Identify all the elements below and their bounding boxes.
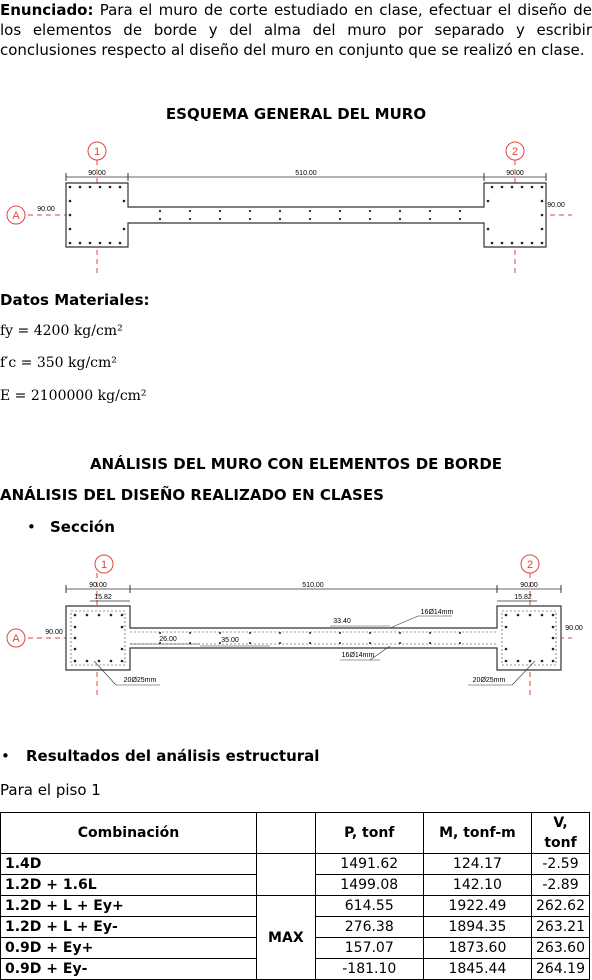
header-combinacion: Combinación (1, 813, 257, 854)
table-row (1, 854, 590, 875)
p-cell: 1499.08 (315, 875, 423, 896)
bar-right-label: 20Ø25mm (472, 677, 506, 684)
results-table (0, 812, 590, 980)
wall-schematic-diagram (0, 135, 592, 280)
axis-1-label: 1 (100, 559, 108, 571)
fy-value: fy = 4200 kg/cm² (0, 323, 123, 339)
p-cell: 157.07 (315, 938, 423, 959)
p-cell: -181.10 (315, 959, 423, 980)
comb-cell: 0.9D + Ey+ (1, 938, 257, 959)
dim-right: 90.00 (520, 582, 538, 589)
m-cell: 142.10 (423, 875, 531, 896)
bullet-icon: • (1, 747, 10, 765)
height-right: 90.00 (565, 625, 583, 632)
wall-section-diagram (0, 548, 592, 703)
sub-right: 15.82 (514, 594, 532, 601)
dim-left: 90.00 (88, 170, 106, 177)
comb-cell: 1.2D + L + Ey- (1, 917, 257, 938)
comb-cell: 0.9D + Ey- (1, 959, 257, 980)
v-cell: -2.89 (532, 875, 590, 896)
v-cell: 264.19 (532, 959, 590, 980)
sub-left: 15.82 (94, 594, 112, 601)
m-cell: 1922.49 (423, 896, 531, 917)
dim-left: 90.00 (89, 582, 107, 589)
axis-1-label: 1 (93, 146, 101, 158)
dim-height-right: 90.00 (547, 202, 565, 209)
enunciado-label: Enunciado: (0, 1, 94, 19)
header-blank (256, 813, 315, 854)
seccion-label: Sección (50, 518, 115, 536)
v-cell: -2.59 (532, 854, 590, 875)
axis-2-label: 2 (511, 146, 519, 158)
p-cell: 614.55 (315, 896, 423, 917)
max-cell: MAX (256, 896, 315, 980)
bullet-icon: • (27, 518, 36, 536)
analisis-title: ANÁLISIS DEL MURO CON ELEMENTOS DE BORDE (89, 455, 503, 473)
header-p: P, tonf (315, 813, 423, 854)
enunciado-text: Para el muro de corte estudiado en clase, efectuar el diseño de los elementos de borde y del alma del muro por separado y escribir conclusiones respecto al diseño del muro en conjunto que se realizó en clase. (0, 1, 592, 59)
comb-cell: 1.4D (1, 854, 257, 875)
fc-value: f′c = 350 kg/cm² (0, 355, 117, 371)
header-m: M, tonf-m (423, 813, 531, 854)
v-cell: 262.62 (532, 896, 590, 917)
height-left: 90.00 (45, 629, 63, 636)
dim-right: 90.00 (506, 170, 524, 177)
header-v: V, tonf (532, 813, 590, 854)
bar-left-label: 20Ø25mm (123, 677, 157, 684)
comb-cell: 1.2D + L + Ey+ (1, 896, 257, 917)
bar-bottom-label: 16Ø14mm (341, 652, 375, 659)
dim-height-left: 90.00 (37, 206, 55, 213)
m-cell: 1894.35 (423, 917, 531, 938)
diseno-title: ANÁLISIS DEL DISEÑO REALIZADO EN CLASES (0, 486, 384, 504)
dim-mid: 510.00 (295, 170, 317, 177)
axis-2-label: 2 (526, 559, 534, 571)
m-cell: 124.17 (423, 854, 531, 875)
p-cell: 1491.62 (315, 854, 423, 875)
dim-mid: 510.00 (302, 582, 324, 589)
v-cell: 263.21 (532, 917, 590, 938)
web-dim-b: 35.00 (221, 637, 239, 644)
p-cell: 276.38 (315, 917, 423, 938)
piso-label: Para el piso 1 (0, 781, 101, 799)
axis-A-label: A (12, 633, 20, 645)
e-value: E = 2100000 kg/cm² (0, 388, 147, 404)
m-cell: 1873.60 (423, 938, 531, 959)
m-cell: 1845.44 (423, 959, 531, 980)
table-header-row (1, 813, 590, 854)
materiales-title: Datos Materiales: (0, 291, 150, 309)
table-row (1, 896, 590, 917)
comb-cell: 1.2D + 1.6L (1, 875, 257, 896)
esquema-title: ESQUEMA GENERAL DEL MURO (165, 105, 427, 123)
axis-A-label: A (12, 210, 20, 222)
web-dim-a: 26.00 (159, 636, 177, 643)
empty-cell (256, 854, 315, 896)
enunciado-paragraph (0, 0, 592, 60)
web-dim-c: 33.40 (333, 618, 351, 625)
v-cell: 263.60 (532, 938, 590, 959)
bar-top-label: 16Ø14mm (420, 609, 454, 616)
resultados-label: Resultados del análisis estructural (26, 747, 320, 765)
